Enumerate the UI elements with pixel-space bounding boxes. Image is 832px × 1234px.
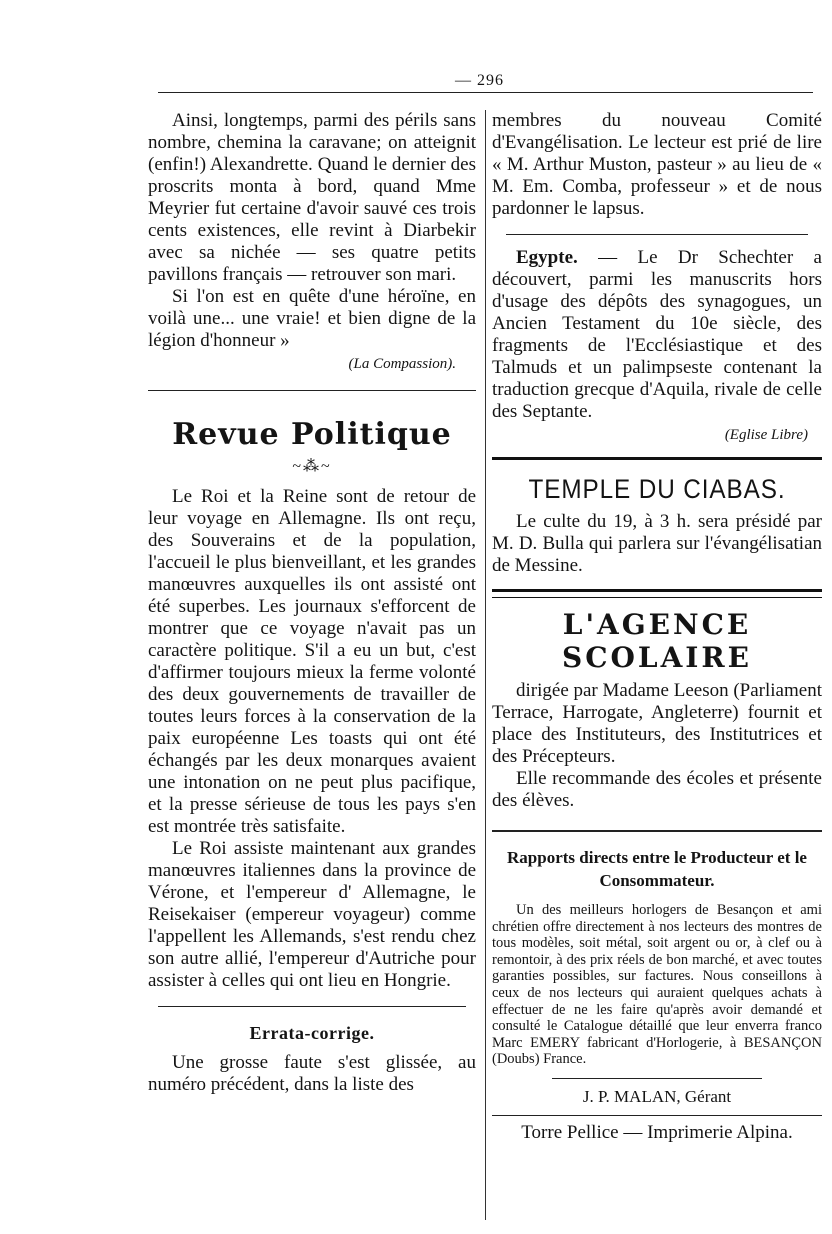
article-text: membres du nouveau Comité d'Evangélisation. Le lecteur est prié de lire « M. Arthur Muston, pasteur » au lieu de « M. Em. Comba, professeur » et de nous pardonner le lapsus. xyxy=(492,110,822,219)
right-column xyxy=(492,110,822,1144)
column-divider xyxy=(485,110,486,1220)
source-citation: (Eglise Libre) xyxy=(724,427,808,443)
ad-title: Rapports directs entre le Producteur et le Consommateur. xyxy=(507,848,807,890)
printer-imprint: Torre Pellice — Imprimerie Alpina. xyxy=(521,1121,793,1143)
ornament: ~⁂~ xyxy=(292,458,332,475)
source-citation: (La Compassion). xyxy=(348,356,456,372)
article-text: Si l'on est en quête d'une héroïne, en voilà une... une vraie! et bien digne de la légion d'honneur » xyxy=(148,286,476,351)
ad-text: Elle recommande des écoles et présente des élèves. xyxy=(492,768,822,811)
section-divider xyxy=(158,1006,466,1007)
section-divider xyxy=(492,457,822,460)
section-divider xyxy=(552,1078,762,1079)
article-label: Egypte. xyxy=(516,247,578,268)
article-text: Ainsi, longtemps, parmi des périls sans nombre, chemina la caravane; on atteignit (enfin!) Alexandrette. Quand le dernier des proscrits monta à bord, quand Mme Meyrier fut certaine d'avoir sauvé ces trois cents existences, elle revint à Diarbekir avec sa nichée — ses quatre petits pavillons français — retrouver son mari. xyxy=(148,110,476,285)
section-divider xyxy=(506,234,808,235)
section-title: Errata-corrige. xyxy=(249,1023,375,1043)
ad-text: Un des meilleurs horlogers de Besançon et ami chrétien offre directement à nos lecteurs des montres de tous modèles, soit métal, soit argent ou or, à clef ou à remontoir, à des prix réels de bon marché, et avec toutes garanties possibles, sur factures. Nous conseillons à ceux de nos lecteurs qui auraient quelques achats à effectuer de ne les faire qu'après avoir demandé et consulté le Catalogue détaillé que leur enverra franco Marc EMERY fabricant d'Horlogerie, à BESANÇON (Doubs) France. xyxy=(492,902,822,1068)
section-divider xyxy=(492,1115,822,1116)
ad-title: L'AGENCE SCOLAIRE xyxy=(561,608,753,674)
page-number: — 296 xyxy=(455,72,504,89)
ad-text: dirigée par Madame Leeson (Parliament Terrace, Harrogate, Angleterre) fournit et place des Instituteurs, des Institutrices et des Précepteurs. xyxy=(492,680,822,767)
header-rule xyxy=(158,92,813,93)
notice-text: Le culte du 19, à 3 h. sera présidé par M. D. Bulla qui parlera sur l'évangélisatian de Messine. xyxy=(492,511,822,576)
article-body: — Le Dr Schechter a découvert, parmi les manuscrits hors d'usage des dépôts des synagogues, un Ancien Testament du 10e siècle, des fragments de l'Ecclésiastique et des Talmuds et un palimpseste contenant la traduction grecque d'Aquila, rivale de celle des Septante. xyxy=(492,247,822,422)
manager-signature: J. P. MALAN, Gérant xyxy=(582,1086,732,1106)
section-title: Revue Politique xyxy=(172,417,452,452)
article-text: Le Roi assiste maintenant aux grandes manœuvres italiennes dans la province de Vérone, et l'empereur d' Allemagne, le Reisekaiser (empereur voyageur) comme l'appellent les Allemands, s'est rendu chez son autre allié, l'empereur d'Autriche pour assister à celles qui ont lieu en Hongrie. xyxy=(148,838,476,991)
article-text: Le Roi et la Reine sont de retour de leur voyage en Allemagne. Ils ont reçu, des Souverains et de la population, l'accueil le plus bienveillant, et les grandes manœuvres auxquelles ils ont assisté ont été superbes. Les journaux s'efforcent de montrer que ce voyage n'avait pas un caractère politique. S'il a eu un but, c'est d'affirmer toujours mieux la ferme volonté des deux gouvernements de travailler de toutes leurs forces à la conservation de la paix européenne Les toasts qui ont été échangés par les deux monarques avaient une intonation on ne peut plus pacifique, et la presse sérieuse de tous les pays s'en est montrée très satisfaite. xyxy=(148,486,476,837)
section-divider xyxy=(492,589,822,598)
article-text xyxy=(492,247,822,423)
section-divider xyxy=(492,830,822,832)
article-text: Une grosse faute s'est glissée, au numéro précédent, dans la liste des xyxy=(148,1052,476,1095)
left-column xyxy=(148,110,476,1096)
notice-title: TEMPLE DU CIABAS. xyxy=(528,474,786,504)
